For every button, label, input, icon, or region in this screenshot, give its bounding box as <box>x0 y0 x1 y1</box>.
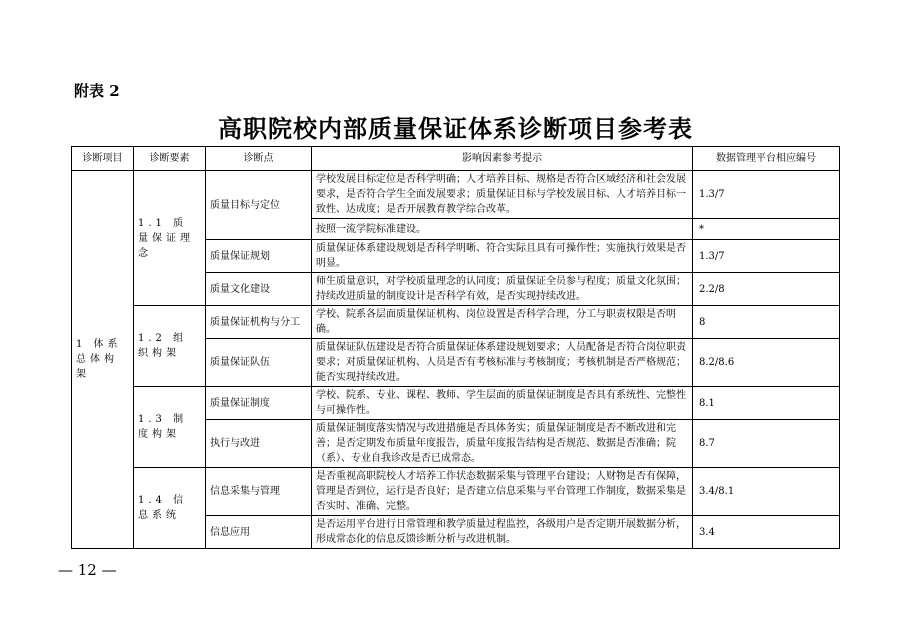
code-cell: 1.3/7 <box>693 240 840 273</box>
appendix-label: 附表 2 <box>74 82 120 100</box>
element-cell: 1.4 信息系统 <box>134 468 206 549</box>
hint-cell: 质量保证制度落实情况与改进措施是否具体务实；质量保证制度是否不断改进和完善；是否定期发布质量年度报告，质量年度报告结构是否规范、数据是否准确；院（系）、专业自我诊改是否已成常态。 <box>312 420 693 468</box>
code-cell: 3.4 <box>693 516 840 549</box>
code-cell: 2.2/8 <box>693 273 840 306</box>
page-title: 高职院校内部质量保证体系诊断项目参考表 <box>218 114 693 143</box>
point-cell: 执行与改进 <box>206 420 312 468</box>
table-row <box>72 387 840 420</box>
table-header-row <box>72 147 840 171</box>
point-cell: 质量保证机构与分工 <box>206 306 312 339</box>
code-cell: 3.4/8.1 <box>693 468 840 516</box>
code-cell: 8 <box>693 306 840 339</box>
hint-cell: 学校、院系各层面质量保证机构、岗位设置是否科学合理，分工与职责权限是否明确。 <box>312 306 693 339</box>
table-row <box>72 171 840 219</box>
point-cell: 质量保证规划 <box>206 240 312 273</box>
element-cell: 1.2 组织构架 <box>134 306 206 387</box>
hint-cell: 是否运用平台进行日常管理和教学质量过程监控，各级用户是否定期开展数据分析，形成常态化的信息反馈诊断分析与改进机制。 <box>312 516 693 549</box>
hint-cell: 质量保证体系建设规划是否科学明晰、符合实际且具有可操作性；实施执行效果是否明显。 <box>312 240 693 273</box>
header-element: 诊断要素 <box>134 147 206 171</box>
point-cell: 信息采集与管理 <box>206 468 312 516</box>
point-cell: 信息应用 <box>206 516 312 549</box>
hint-cell: 师生质量意识，对学校质量理念的认同度；质量保证全员参与程度；质量文化氛围；持续改进质量的制度设计是否科学有效，是否实现持续改进。 <box>312 273 693 306</box>
code-cell: * <box>693 219 840 240</box>
table-row <box>72 306 840 339</box>
point-cell: 质量保证队伍 <box>206 339 312 387</box>
hint-cell: 按照一流学院标准建设。 <box>312 219 693 240</box>
hint-cell: 质量保证队伍建设是否符合质量保证体系建设规划要求；人员配备是否符合岗位职责要求；对质量保证机构、人员是否有考核标准与考核制度；考核机制是否严格规范；能否实现持续改进。 <box>312 339 693 387</box>
header-point: 诊断点 <box>206 147 312 171</box>
point-cell: 质量文化建设 <box>206 273 312 306</box>
element-cell: 1.1 质量保证理念 <box>134 171 206 306</box>
point-cell: 质量保证制度 <box>206 387 312 420</box>
element-cell: 1.3 制度构架 <box>134 387 206 468</box>
hint-cell: 学校发展目标定位是否科学明确；人才培养目标、规格是否符合区域经济和社会发展要求，是否符合学生全面发展要求；质量保证目标与学校发展目标、人才培养目标一致性、达成度；是否开展教育教学综合改革。 <box>312 171 693 219</box>
code-cell: 8.7 <box>693 420 840 468</box>
page-number: — 12 — <box>58 561 117 579</box>
code-cell: 8.1 <box>693 387 840 420</box>
diagnosis-table <box>71 146 840 549</box>
hint-cell: 是否重视高职院校人才培养工作状态数据采集与管理平台建设；人财物是否有保障，管理是否到位，运行是否良好；是否建立信息采集与平台管理工作制度，数据采集是否实时、准确、完整。 <box>312 468 693 516</box>
code-cell: 1.3/7 <box>693 171 840 219</box>
header-hint: 影响因素参考提示 <box>312 147 693 171</box>
project-cell: 1 体系总体构架 <box>72 171 134 549</box>
header-code: 数据管理平台相应编号 <box>693 147 840 171</box>
code-cell: 8.2/8.6 <box>693 339 840 387</box>
hint-cell: 学校、院系、专业、课程、教师、学生层面的质量保证制度是否具有系统性、完整性与可操作性。 <box>312 387 693 420</box>
point-cell: 质量目标与定位 <box>206 171 312 240</box>
header-project: 诊断项目 <box>72 147 134 171</box>
table-row <box>72 468 840 516</box>
